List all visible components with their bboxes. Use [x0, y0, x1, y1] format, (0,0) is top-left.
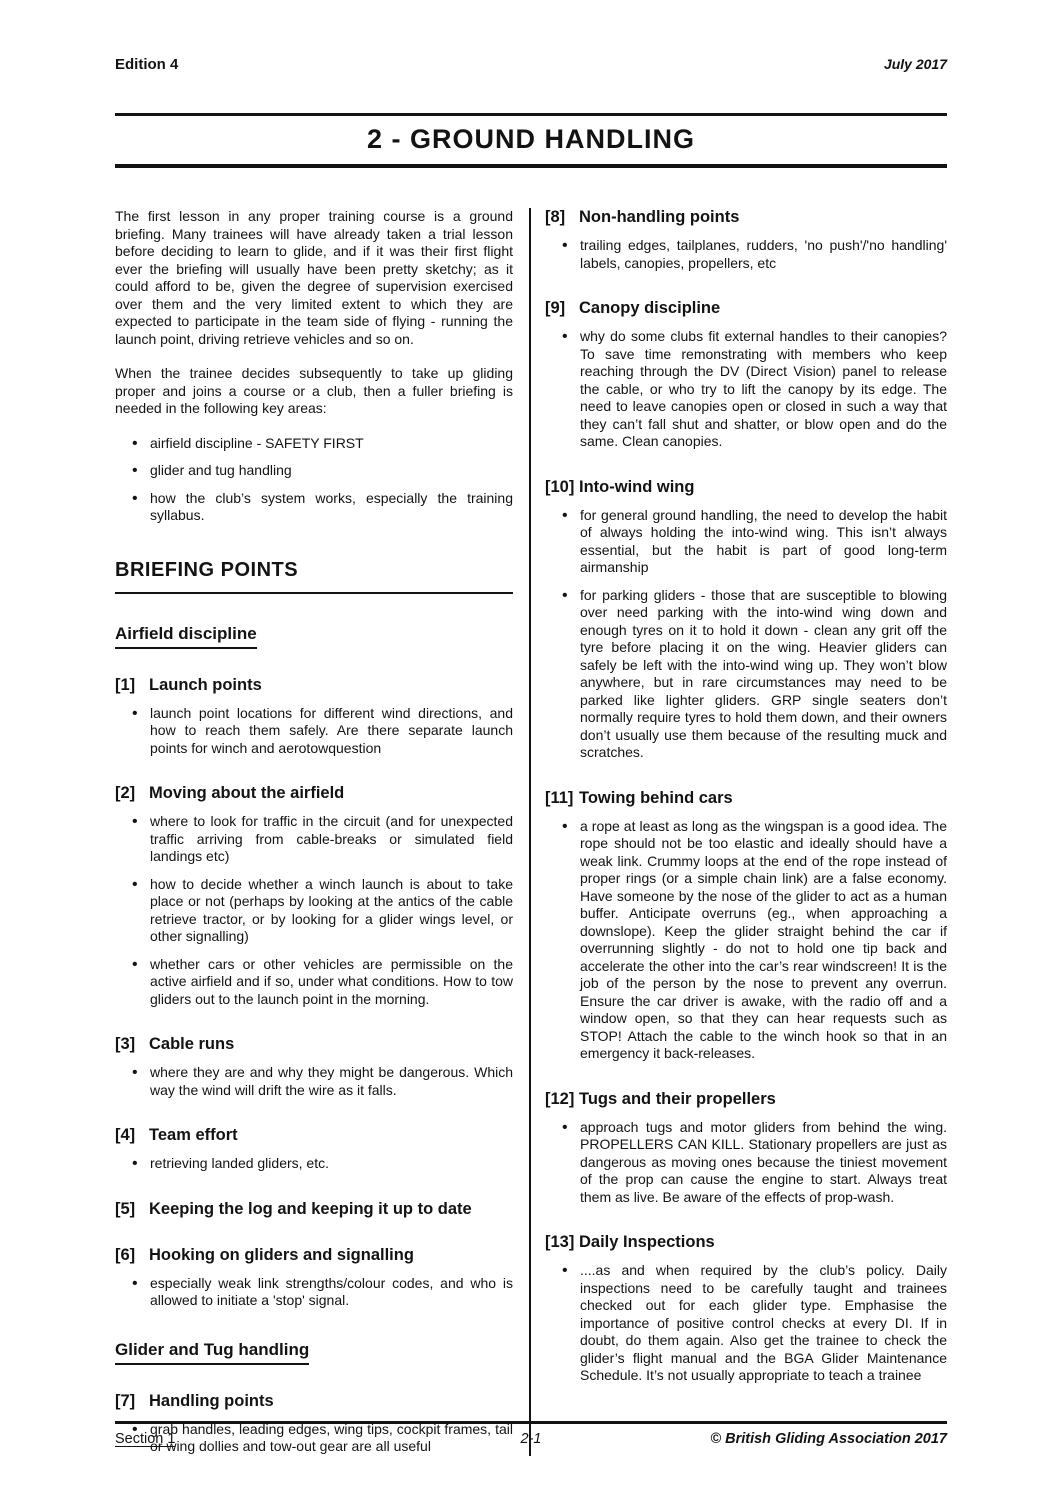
section-bullet-list [545, 1119, 947, 1207]
intro-bullet-list [115, 435, 513, 525]
section-bullet-list [115, 813, 513, 1008]
sections-airfield-discipline [115, 676, 513, 1310]
section-bullet-list [545, 1262, 947, 1385]
bullet-item: • trailing edges, tailplanes, rudders, 'no push'/'no handling' labels, canopies, propellers, etc [545, 237, 947, 272]
section-title: Hooking on gliders and signalling [149, 1245, 414, 1264]
section-heading [545, 789, 947, 808]
section-number: [2] [115, 784, 136, 802]
section-number: [5] [115, 1199, 136, 1218]
section-number: [12] [545, 1089, 575, 1108]
section-heading [115, 1035, 513, 1054]
two-column-body [115, 208, 947, 1456]
bullet-item: • especially weak link strengths/colour codes, and who is allowed to initiate a 'stop' signal. [115, 1275, 513, 1310]
section-3 [115, 1035, 513, 1099]
column-divider-rule [529, 208, 531, 1456]
section-heading [545, 299, 947, 318]
section-4 [115, 1126, 513, 1173]
section-heading [115, 1126, 513, 1145]
section-number: [4] [115, 1126, 136, 1144]
section-11 [545, 789, 947, 1063]
section-title: Cable runs [149, 1035, 235, 1053]
page-title: 2 - GROUND HANDLING [367, 124, 695, 154]
briefing-points-heading: BRIEFING POINTS [115, 559, 513, 594]
section-bullet-list [115, 1064, 513, 1099]
section-heading [115, 1246, 513, 1265]
section-10 [545, 478, 947, 762]
section-12 [545, 1090, 947, 1207]
right-column [545, 208, 947, 1456]
section-13 [545, 1233, 947, 1385]
subheading-airfield-discipline: Airfield discipline [115, 624, 257, 649]
section-bullet-list [545, 818, 947, 1063]
section-title: Towing behind cars [579, 788, 733, 807]
section-2 [115, 784, 513, 1008]
section-heading [115, 784, 513, 803]
section-heading [545, 1233, 947, 1252]
left-column [115, 208, 513, 1456]
bullet-item: • ....as and when required by the club’s policy. Daily inspections need to be carefully taught and trainees checked out for each glider type. Emphasise the importance of positive control checks at every DI. If in doubt, do them again. Also get the trainee to check the glider’s flight manual and the BGA Glider Maintenance Schedule. It’s not usually appropriate to teach a trainee [545, 1262, 947, 1385]
section-5 [115, 1200, 513, 1219]
intro-paragraph-1: The first lesson in any proper training course is a ground briefing. Many trainees will have already taken a trial lesson before deciding to learn to glide, and if it was their first flight ever the briefing will usually have been pretty sketchy; as it could afford to be, given the degree of supervision exercised over them and the very limited extent to which they are expected to participate in the team side of flying - running the launch point, driving retrieve vehicles and so on. [115, 208, 513, 347]
section-heading [115, 1392, 513, 1411]
subheading-glider-tug-handling: Glider and Tug handling [115, 1340, 309, 1365]
bullet-item: • glider and tug handling [115, 462, 513, 480]
section-bullet-list [115, 1275, 513, 1310]
section-title: Canopy discipline [579, 299, 721, 317]
section-bullet-list [545, 328, 947, 451]
bullet-item: • where they are and why they might be dangerous. Which way the wind will drift the wire as it falls. [115, 1064, 513, 1099]
section-number: [11] [545, 788, 574, 807]
section-number: [1] [115, 675, 136, 694]
bullet-item: • how to decide whether a winch launch is about to take place or not (perhaps by looking at the antics of the cable retrieve tractor, or by looking for a glider wings level, or other signalling) [115, 876, 513, 946]
bullet-item: • why do some clubs fit external handles to their canopies? To save time remonstrating with members who keep reaching through the DV (Direct Vision) panel to release the cable, or who try to lift the canopy by its edge. The need to leave canopies open or closed in such a way that they can’t fall shut and shatter, or blow open and do the same. Clean canopies. [545, 328, 947, 451]
sections-right-column [545, 208, 947, 1385]
bullet-item: • airfield discipline - SAFETY FIRST [115, 435, 513, 453]
bullet-item: • where to look for traffic in the circuit (and for unexpected traffic arriving from cable-breaks or simulated field landings etc) [115, 813, 513, 866]
section-number: [3] [115, 1035, 136, 1053]
bullet-item: • how the club’s system works, especially the training syllabus. [115, 490, 513, 525]
section-bullet-list [545, 507, 947, 762]
bullet-item: • launch point locations for different wind directions, and how to reach them safely. Are there separate launch points for winch and aerotowquestion [115, 705, 513, 758]
section-heading [545, 208, 947, 227]
section-heading [545, 478, 947, 497]
bullet-item: • for parking gliders - those that are susceptible to blowing over need parking with the into-wind wing down and enough tyres on it to hold it down - clean any grit off the tyre before placing it on the wing. Heavier gliders can safely be left with the into-wind wing up. They won’t blow anywhere, but in rare circumstances may need to be parked like lighter gliders. GRP single seaters don’t normally require tyres to hold them down, and their owners don’t usually use them because of the resulting muck and scratches. [545, 587, 947, 762]
bullet-item: • retrieving landed gliders, etc. [115, 1155, 513, 1173]
section-title: Launch points [149, 675, 262, 694]
section-title: Team effort [149, 1126, 238, 1144]
section-title: Moving about the airfield [149, 784, 345, 802]
section-heading [115, 676, 513, 695]
section-6 [115, 1246, 513, 1310]
edition-label: Edition 4 [115, 56, 179, 73]
section-bullet-list [545, 237, 947, 272]
bullet-item: • approach tugs and motor gliders from behind the wing. PROPELLERS CAN KILL. Stationary propellers are just as dangerous as moving ones because the tiniest movement of the prop can cause the engine to start. Always treat them as live. Be aware of the effects of prop-wash. [545, 1119, 947, 1207]
section-number: [6] [115, 1245, 136, 1264]
section-9 [545, 299, 947, 451]
section-title: Handling points [149, 1391, 274, 1410]
section-number: [7] [115, 1391, 136, 1410]
section-title: Keeping the log and keeping it up to date [149, 1199, 472, 1218]
page-header [115, 56, 947, 73]
section-number: [10] [545, 477, 575, 496]
section-heading [545, 1090, 947, 1109]
bullet-item: • a rope at least as long as the wingspan is a good idea. The rope should not be too elastic and ideally should have a weak link. Crummy loops at the end of the rope instead of proper rings (or a simple chain link) are a false economy. Have someone by the nose of the glider to act as a human buffer. Anticipate overruns (eg., when approaching a downslope). Keep the glider straight behind the car if overrunning slightly - do not to hold one tip back and accelerate the other into the car’s rear windscreen! It is the job of the person by the nose to prevent any overrun. Ensure the car driver is awake, with the radio off and a window open, so that they can hear requests such as STOP! Attach the cable to the winch hook so that in an emergency it back-releases. [545, 818, 947, 1063]
page-footer [115, 1421, 947, 1447]
section-heading [115, 1200, 513, 1219]
section-title: Tugs and their propellers [579, 1089, 776, 1108]
intro-paragraph-2: When the trainee decides subsequently to take up gliding proper and joins a course or a club, then a fuller briefing is needed in the following key areas: [115, 365, 513, 416]
section-number: [8] [545, 208, 566, 226]
section-bullet-list [115, 1155, 513, 1173]
section-number: [13] [545, 1233, 575, 1251]
footer-page-number: 2-1 [520, 1431, 542, 1447]
section-title: Non-handling points [579, 208, 740, 226]
footer-section-label: Section 1 [115, 1431, 176, 1447]
section-bullet-list [115, 705, 513, 758]
title-band [115, 113, 947, 168]
section-1 [115, 676, 513, 758]
section-8 [545, 208, 947, 272]
bullet-item: • whether cars or other vehicles are permissible on the active airfield and if so, under what conditions. How to tow gliders out to the launch point in the morning. [115, 956, 513, 1009]
date-label: July 2017 [883, 56, 947, 72]
bullet-item: • grab handles, leading edges, wing tips, cockpit frames, tail or wing dollies and tow-out gear are all useful [115, 1421, 513, 1456]
footer-copyright: © British Gliding Association 2017 [710, 1431, 947, 1447]
section-title: Daily Inspections [579, 1233, 715, 1251]
section-title: Into-wind wing [579, 477, 695, 496]
bullet-item: • for general ground handling, the need to develop the habit of always holding the into-wind wing. This isn’t always essential, but the habit is part of good long-term airmanship [545, 507, 947, 577]
section-number: [9] [545, 299, 566, 317]
